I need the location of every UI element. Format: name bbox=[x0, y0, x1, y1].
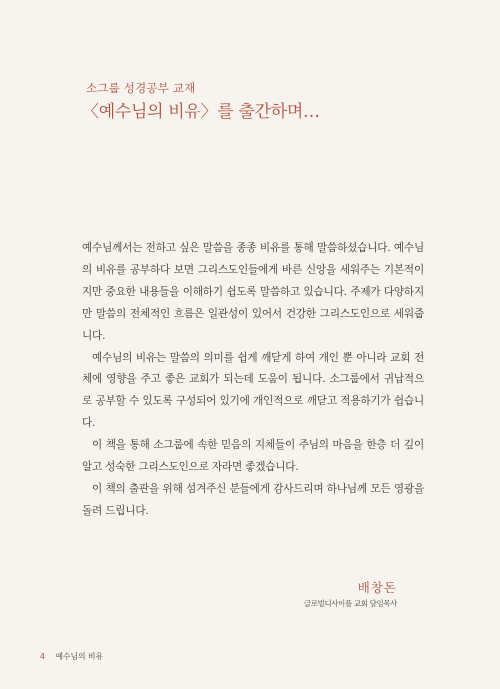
author-name: 배창돈 bbox=[357, 580, 397, 595]
preface-paragraph-3: 이 책을 통해 소그룹에 속한 믿음의 지체들이 주님의 마음을 한층 더 깊이 알고 성숙한 그리스도인으로 자라면 좋겠습니다. bbox=[82, 439, 424, 474]
page-footer bbox=[40, 651, 103, 662]
preface-paragraph-1: 예수님께서는 전하고 싶은 말씀을 종종 비유를 통해 말씀하셨습니다. 예수님의 비유를 공부하다 보면 그리스도인들에게 바른 신앙을 세워주는 기본적이지만 중요한 내용들을 이해하기 쉽도록 말씀하고 있습니다. 주제가 다양하지만 말씀의 전체적인 흐름은 일관성이 있어서 건강한 그리스도인으로 세워줍니다. bbox=[82, 242, 424, 342]
running-title: 예수님의 비유 bbox=[55, 652, 104, 661]
book-series-subtitle: 소그룹 성경공부 교재 bbox=[86, 81, 196, 95]
author-role: 글로벌디사이플 교회 담임목사 bbox=[303, 599, 397, 608]
preface-paragraph-2: 예수님의 비유는 말씀의 의미를 쉽게 깨닫게 하여 개인 뿐 아니라 교회 전체에 영향을 주고 좋은 교회가 되는데 도움이 됩니다. 소그룹에서 귀납적으로 공부할 수 있도록 구성되어 있기에 개인적으로 깨닫고 적용하기가 쉽습니다. bbox=[82, 351, 424, 430]
page-title: 〈예수님의 비유〉를 출간하며… bbox=[82, 102, 320, 122]
page-number: 4 bbox=[40, 652, 45, 661]
preface-paragraph-4: 이 책의 출판을 위해 섬겨주신 분들에게 감사드리며 하나님께 모든 영광을 돌려 드립니다. bbox=[82, 482, 424, 517]
preface-body bbox=[82, 238, 424, 523]
